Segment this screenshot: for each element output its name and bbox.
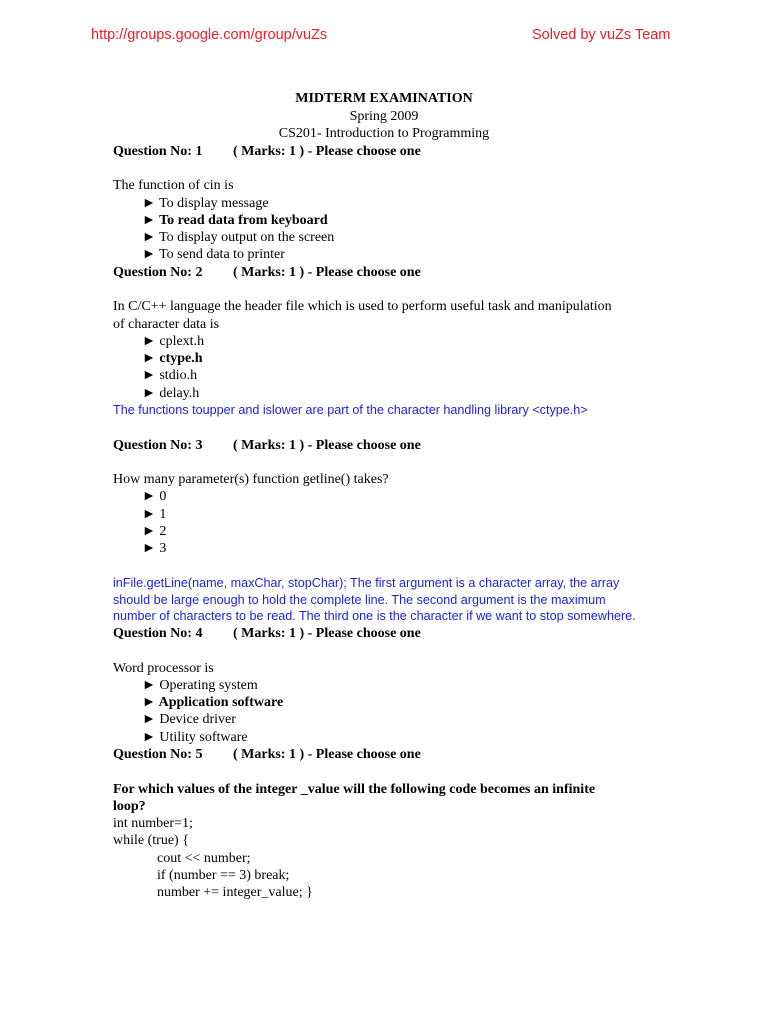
question-marks: ( Marks: 1 ) - Please choose one bbox=[233, 747, 421, 762]
question-4-option-answer: ► Application software bbox=[142, 695, 284, 710]
question-marks: ( Marks: 1 ) - Please choose one bbox=[233, 144, 421, 159]
question-5-heading bbox=[113, 746, 421, 763]
question-marks: ( Marks: 1 ) - Please choose one bbox=[233, 265, 421, 280]
question-3-option: ► 0 bbox=[142, 489, 167, 504]
question-4-option: ► Device driver bbox=[142, 712, 236, 727]
exam-term: Spring 2009 bbox=[349, 109, 419, 124]
question-2-text: In C/C++ language the header file which is used to perform useful task and manipulation bbox=[113, 299, 612, 314]
question-1-option-answer: ► To read data from keyboard bbox=[142, 213, 328, 228]
question-number: Question No: 1 bbox=[113, 144, 203, 159]
question-1-option: ► To display output on the screen bbox=[142, 230, 335, 245]
code-line: while (true) { bbox=[113, 833, 189, 848]
question-2-option: ► stdio.h bbox=[142, 368, 198, 383]
question-3-explanation: number of characters to be read. The third one is the character if we want to stop somewhere. bbox=[113, 609, 636, 623]
question-number: Question No: 3 bbox=[113, 438, 203, 453]
question-1-option: ► To display message bbox=[142, 196, 269, 211]
question-4-option: ► Operating system bbox=[142, 678, 258, 693]
question-2-option-answer: ► ctype.h bbox=[142, 351, 203, 366]
question-2-heading bbox=[113, 264, 421, 281]
question-3-explanation: inFile.getLine(name, maxChar, stopChar); The first argument is a character array, the array bbox=[113, 576, 620, 590]
code-line: number += integer_value; } bbox=[157, 885, 313, 900]
code-line: if (number == 3) break; bbox=[157, 868, 290, 883]
code-line: int number=1; bbox=[113, 816, 193, 831]
question-3-heading bbox=[113, 437, 421, 454]
question-4-option: ► Utility software bbox=[142, 730, 248, 745]
question-2-option: ► cplext.h bbox=[142, 334, 205, 349]
question-number: Question No: 4 bbox=[113, 626, 203, 641]
question-2-text: of character data is bbox=[113, 317, 220, 332]
question-3-option: ► 1 bbox=[142, 507, 167, 522]
exam-course: CS201- Introduction to Programming bbox=[278, 126, 490, 141]
question-number: Question No: 2 bbox=[113, 265, 203, 280]
exam-title: MIDTERM EXAMINATION bbox=[295, 91, 473, 106]
question-1-text: The function of cin is bbox=[113, 178, 234, 193]
question-5-text: loop? bbox=[113, 799, 146, 814]
header-link[interactable]: http://groups.google.com/group/vuZs bbox=[91, 27, 328, 43]
question-marks: ( Marks: 1 ) - Please choose one bbox=[233, 626, 421, 641]
code-line: cout << number; bbox=[157, 851, 251, 866]
question-1-heading bbox=[113, 143, 421, 160]
question-number: Question No: 5 bbox=[113, 747, 203, 762]
question-1-option: ► To send data to printer bbox=[142, 247, 285, 262]
question-2-option: ► delay.h bbox=[142, 386, 200, 401]
question-2-explanation: The functions toupper and islower are part of the character handling library <ctype.h> bbox=[113, 403, 588, 417]
question-3-text: How many parameter(s) function getline() takes? bbox=[113, 472, 389, 487]
question-3-option: ► 2 bbox=[142, 524, 167, 539]
question-4-heading bbox=[113, 625, 421, 642]
question-5-text: For which values of the integer _value will the following code becomes an infinite bbox=[113, 782, 596, 797]
header-credit: Solved by vuZs Team bbox=[532, 27, 671, 43]
question-marks: ( Marks: 1 ) - Please choose one bbox=[233, 438, 421, 453]
question-3-explanation: should be large enough to hold the complete line. The second argument is the maximum bbox=[113, 593, 606, 607]
question-3-option: ► 3 bbox=[142, 541, 167, 556]
question-4-text: Word processor is bbox=[113, 661, 214, 676]
